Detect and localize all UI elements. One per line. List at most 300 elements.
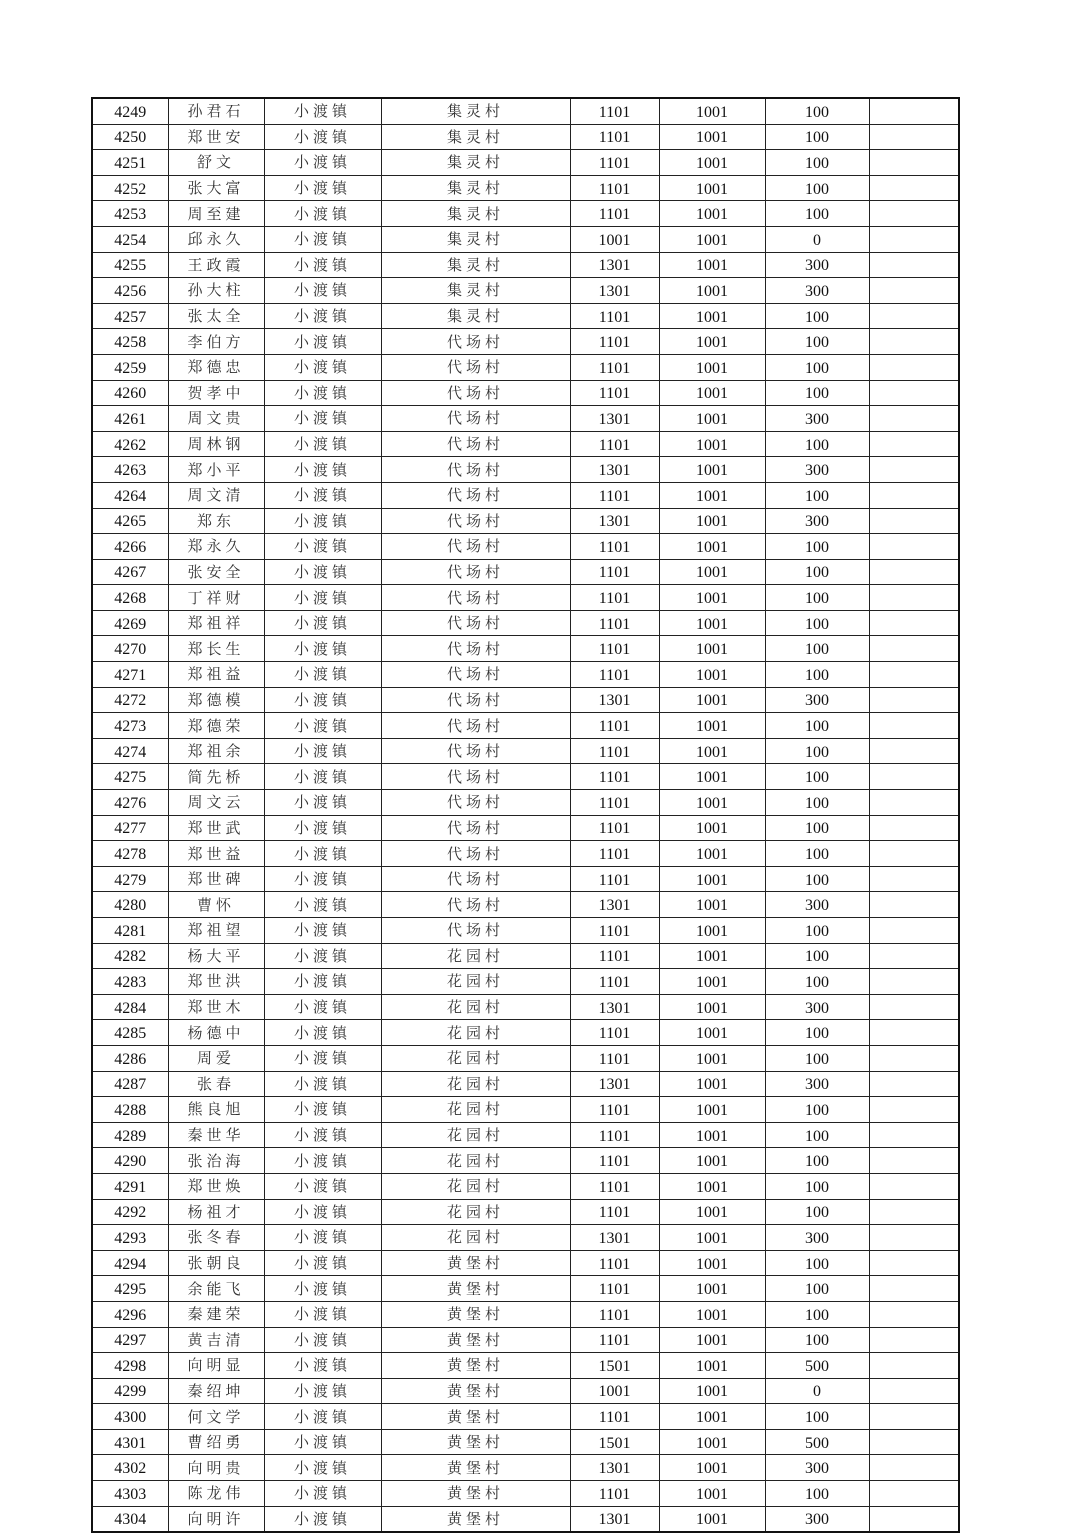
town-cell: 小渡镇 [264, 943, 381, 969]
table-row [92, 866, 959, 892]
serial-number-cell: 4280 [92, 892, 168, 918]
note-cell [869, 226, 959, 252]
code-b-cell: 1001 [659, 482, 765, 508]
amount-cell: 100 [765, 1481, 869, 1507]
person-name-cell: 郑祖祥 [168, 610, 264, 636]
code-a-cell: 1101 [570, 969, 659, 995]
village-cell: 代场村 [381, 713, 570, 739]
code-a-cell: 1301 [570, 1455, 659, 1481]
town-cell: 小渡镇 [264, 150, 381, 176]
code-b-cell: 1001 [659, 1250, 765, 1276]
serial-number-cell: 4250 [92, 124, 168, 150]
village-cell: 集灵村 [381, 252, 570, 278]
village-cell: 黄堡村 [381, 1481, 570, 1507]
village-cell: 花园村 [381, 1097, 570, 1123]
serial-number-cell: 4299 [92, 1378, 168, 1404]
code-b-cell: 1001 [659, 1173, 765, 1199]
town-cell: 小渡镇 [264, 1097, 381, 1123]
amount-cell: 300 [765, 994, 869, 1020]
code-a-cell: 1101 [570, 738, 659, 764]
serial-number-cell: 4304 [92, 1506, 168, 1532]
note-cell [869, 1097, 959, 1123]
village-cell: 代场村 [381, 815, 570, 841]
town-cell: 小渡镇 [264, 508, 381, 534]
town-cell: 小渡镇 [264, 918, 381, 944]
code-a-cell: 1001 [570, 226, 659, 252]
table-row [92, 918, 959, 944]
village-cell: 黄堡村 [381, 1276, 570, 1302]
town-cell: 小渡镇 [264, 380, 381, 406]
note-cell [869, 201, 959, 227]
table-row [92, 124, 959, 150]
code-b-cell: 1001 [659, 406, 765, 432]
amount-cell: 100 [765, 1148, 869, 1174]
town-cell: 小渡镇 [264, 559, 381, 585]
person-name-cell: 张太全 [168, 303, 264, 329]
person-name-cell: 舒文 [168, 150, 264, 176]
code-b-cell: 1001 [659, 1045, 765, 1071]
amount-cell: 100 [765, 201, 869, 227]
serial-number-cell: 4263 [92, 457, 168, 483]
town-cell: 小渡镇 [264, 1353, 381, 1379]
town-cell: 小渡镇 [264, 1327, 381, 1353]
person-name-cell: 张大富 [168, 175, 264, 201]
person-name-cell: 丁祥财 [168, 585, 264, 611]
person-name-cell: 郑世木 [168, 994, 264, 1020]
town-cell: 小渡镇 [264, 892, 381, 918]
table-row [92, 841, 959, 867]
code-a-cell: 1101 [570, 790, 659, 816]
code-a-cell: 1501 [570, 1353, 659, 1379]
village-cell: 集灵村 [381, 201, 570, 227]
serial-number-cell: 4281 [92, 918, 168, 944]
serial-number-cell: 4283 [92, 969, 168, 995]
village-cell: 代场村 [381, 892, 570, 918]
serial-number-cell: 4275 [92, 764, 168, 790]
serial-number-cell: 4258 [92, 329, 168, 355]
amount-cell: 100 [765, 150, 869, 176]
note-cell [869, 1020, 959, 1046]
amount-cell: 100 [765, 124, 869, 150]
village-cell: 代场村 [381, 790, 570, 816]
code-b-cell: 1001 [659, 610, 765, 636]
town-cell: 小渡镇 [264, 815, 381, 841]
town-cell: 小渡镇 [264, 534, 381, 560]
town-cell: 小渡镇 [264, 1506, 381, 1532]
person-name-cell: 秦世华 [168, 1122, 264, 1148]
code-b-cell: 1001 [659, 124, 765, 150]
code-b-cell: 1001 [659, 252, 765, 278]
note-cell [869, 994, 959, 1020]
code-a-cell: 1101 [570, 815, 659, 841]
table-row [92, 278, 959, 304]
town-cell: 小渡镇 [264, 303, 381, 329]
code-a-cell: 1101 [570, 943, 659, 969]
village-cell: 黄堡村 [381, 1429, 570, 1455]
amount-cell: 300 [765, 1506, 869, 1532]
table-row [92, 1429, 959, 1455]
village-cell: 代场村 [381, 354, 570, 380]
code-b-cell: 1001 [659, 380, 765, 406]
code-b-cell: 1001 [659, 175, 765, 201]
note-cell [869, 1071, 959, 1097]
code-a-cell: 1101 [570, 201, 659, 227]
code-a-cell: 1101 [570, 1020, 659, 1046]
table-row [92, 1122, 959, 1148]
code-b-cell: 1001 [659, 687, 765, 713]
town-cell: 小渡镇 [264, 1020, 381, 1046]
town-cell: 小渡镇 [264, 124, 381, 150]
village-cell: 代场村 [381, 610, 570, 636]
table-row [92, 1455, 959, 1481]
serial-number-cell: 4285 [92, 1020, 168, 1046]
table-row [92, 1225, 959, 1251]
code-a-cell: 1101 [570, 150, 659, 176]
village-cell: 黄堡村 [381, 1353, 570, 1379]
town-cell: 小渡镇 [264, 354, 381, 380]
table-row [92, 662, 959, 688]
serial-number-cell: 4291 [92, 1173, 168, 1199]
amount-cell: 300 [765, 508, 869, 534]
note-cell [869, 636, 959, 662]
village-cell: 花园村 [381, 943, 570, 969]
serial-number-cell: 4286 [92, 1045, 168, 1071]
table-row [92, 585, 959, 611]
code-b-cell: 1001 [659, 943, 765, 969]
note-cell [869, 150, 959, 176]
note-cell [869, 1301, 959, 1327]
town-cell: 小渡镇 [264, 1071, 381, 1097]
note-cell [869, 764, 959, 790]
table-row [92, 738, 959, 764]
code-a-cell: 1301 [570, 252, 659, 278]
table-row [92, 303, 959, 329]
village-cell: 代场村 [381, 406, 570, 432]
town-cell: 小渡镇 [264, 1148, 381, 1174]
table-row [92, 687, 959, 713]
person-name-cell: 杨大平 [168, 943, 264, 969]
amount-cell: 100 [765, 815, 869, 841]
code-b-cell: 1001 [659, 1481, 765, 1507]
note-cell [869, 1122, 959, 1148]
code-a-cell: 1101 [570, 124, 659, 150]
code-b-cell: 1001 [659, 969, 765, 995]
note-cell [869, 252, 959, 278]
amount-cell: 100 [765, 1045, 869, 1071]
code-b-cell: 1001 [659, 1199, 765, 1225]
code-a-cell: 1101 [570, 1045, 659, 1071]
code-b-cell: 1001 [659, 278, 765, 304]
town-cell: 小渡镇 [264, 226, 381, 252]
town-cell: 小渡镇 [264, 329, 381, 355]
note-cell [869, 1481, 959, 1507]
amount-cell: 100 [765, 380, 869, 406]
town-cell: 小渡镇 [264, 1045, 381, 1071]
village-cell: 代场村 [381, 559, 570, 585]
person-name-cell: 郑祖余 [168, 738, 264, 764]
note-cell [869, 380, 959, 406]
code-a-cell: 1501 [570, 1429, 659, 1455]
code-a-cell: 1101 [570, 713, 659, 739]
serial-number-cell: 4303 [92, 1481, 168, 1507]
amount-cell: 100 [765, 662, 869, 688]
note-cell [869, 1276, 959, 1302]
amount-cell: 100 [765, 354, 869, 380]
code-b-cell: 1001 [659, 994, 765, 1020]
person-name-cell: 郑德荣 [168, 713, 264, 739]
serial-number-cell: 4293 [92, 1225, 168, 1251]
person-name-cell: 杨德中 [168, 1020, 264, 1046]
amount-cell: 100 [765, 585, 869, 611]
amount-cell: 100 [765, 1199, 869, 1225]
serial-number-cell: 4298 [92, 1353, 168, 1379]
town-cell: 小渡镇 [264, 841, 381, 867]
town-cell: 小渡镇 [264, 252, 381, 278]
table-row [92, 482, 959, 508]
note-cell [869, 713, 959, 739]
code-a-cell: 1101 [570, 98, 659, 124]
code-b-cell: 1001 [659, 457, 765, 483]
code-b-cell: 1001 [659, 201, 765, 227]
town-cell: 小渡镇 [264, 1173, 381, 1199]
code-b-cell: 1001 [659, 431, 765, 457]
note-cell [869, 1455, 959, 1481]
table-row [92, 892, 959, 918]
code-a-cell: 1301 [570, 508, 659, 534]
note-cell [869, 1250, 959, 1276]
person-name-cell: 张冬春 [168, 1225, 264, 1251]
town-cell: 小渡镇 [264, 1404, 381, 1430]
town-cell: 小渡镇 [264, 713, 381, 739]
note-cell [869, 1225, 959, 1251]
code-b-cell: 1001 [659, 1071, 765, 1097]
code-b-cell: 1001 [659, 662, 765, 688]
village-cell: 花园村 [381, 1045, 570, 1071]
code-a-cell: 1101 [570, 1173, 659, 1199]
code-b-cell: 1001 [659, 892, 765, 918]
code-a-cell: 1101 [570, 1250, 659, 1276]
person-name-cell: 周文云 [168, 790, 264, 816]
amount-cell: 100 [765, 303, 869, 329]
town-cell: 小渡镇 [264, 482, 381, 508]
town-cell: 小渡镇 [264, 662, 381, 688]
serial-number-cell: 4278 [92, 841, 168, 867]
code-a-cell: 1101 [570, 303, 659, 329]
town-cell: 小渡镇 [264, 636, 381, 662]
code-b-cell: 1001 [659, 508, 765, 534]
village-cell: 代场村 [381, 380, 570, 406]
code-b-cell: 1001 [659, 1097, 765, 1123]
amount-cell: 100 [765, 610, 869, 636]
amount-cell: 100 [765, 790, 869, 816]
serial-number-cell: 4267 [92, 559, 168, 585]
village-cell: 集灵村 [381, 303, 570, 329]
code-a-cell: 1001 [570, 1378, 659, 1404]
town-cell: 小渡镇 [264, 406, 381, 432]
village-cell: 集灵村 [381, 150, 570, 176]
amount-cell: 100 [765, 431, 869, 457]
village-cell: 集灵村 [381, 124, 570, 150]
serial-number-cell: 4261 [92, 406, 168, 432]
code-b-cell: 1001 [659, 636, 765, 662]
table-row [92, 354, 959, 380]
table-row [92, 1020, 959, 1046]
amount-cell: 0 [765, 1378, 869, 1404]
serial-number-cell: 4257 [92, 303, 168, 329]
serial-number-cell: 4290 [92, 1148, 168, 1174]
serial-number-cell: 4265 [92, 508, 168, 534]
code-b-cell: 1001 [659, 303, 765, 329]
serial-number-cell: 4253 [92, 201, 168, 227]
person-name-cell: 杨祖才 [168, 1199, 264, 1225]
table-row [92, 610, 959, 636]
town-cell: 小渡镇 [264, 1250, 381, 1276]
town-cell: 小渡镇 [264, 175, 381, 201]
code-a-cell: 1101 [570, 918, 659, 944]
village-cell: 黄堡村 [381, 1327, 570, 1353]
code-a-cell: 1301 [570, 1071, 659, 1097]
note-cell [869, 815, 959, 841]
person-name-cell: 郑世武 [168, 815, 264, 841]
table-row [92, 380, 959, 406]
table-row [92, 1378, 959, 1404]
serial-number-cell: 4273 [92, 713, 168, 739]
code-a-cell: 1301 [570, 1225, 659, 1251]
note-cell [869, 482, 959, 508]
amount-cell: 100 [765, 98, 869, 124]
town-cell: 小渡镇 [264, 98, 381, 124]
note-cell [869, 457, 959, 483]
note-cell [869, 1404, 959, 1430]
serial-number-cell: 4256 [92, 278, 168, 304]
person-name-cell: 郑小平 [168, 457, 264, 483]
table-row [92, 559, 959, 585]
note-cell [869, 1378, 959, 1404]
serial-number-cell: 4252 [92, 175, 168, 201]
table-row [92, 994, 959, 1020]
note-cell [869, 278, 959, 304]
amount-cell: 100 [765, 1404, 869, 1430]
town-cell: 小渡镇 [264, 738, 381, 764]
code-a-cell: 1101 [570, 585, 659, 611]
note-cell [869, 98, 959, 124]
village-cell: 集灵村 [381, 278, 570, 304]
table-row [92, 534, 959, 560]
table-row [92, 815, 959, 841]
code-a-cell: 1301 [570, 278, 659, 304]
amount-cell: 100 [765, 636, 869, 662]
code-b-cell: 1001 [659, 1506, 765, 1532]
code-b-cell: 1001 [659, 354, 765, 380]
code-a-cell: 1301 [570, 687, 659, 713]
person-name-cell: 郑德模 [168, 687, 264, 713]
amount-cell: 500 [765, 1429, 869, 1455]
person-name-cell: 孙大柱 [168, 278, 264, 304]
amount-cell: 100 [765, 841, 869, 867]
person-name-cell: 贺孝中 [168, 380, 264, 406]
person-name-cell: 秦建荣 [168, 1301, 264, 1327]
code-b-cell: 1001 [659, 1429, 765, 1455]
code-a-cell: 1101 [570, 610, 659, 636]
note-cell [869, 534, 959, 560]
note-cell [869, 1353, 959, 1379]
amount-cell: 0 [765, 226, 869, 252]
amount-cell: 100 [765, 534, 869, 560]
person-name-cell: 张朝良 [168, 1250, 264, 1276]
code-a-cell: 1101 [570, 636, 659, 662]
village-cell: 代场村 [381, 866, 570, 892]
code-b-cell: 1001 [659, 1301, 765, 1327]
person-name-cell: 向明许 [168, 1506, 264, 1532]
note-cell [869, 406, 959, 432]
note-cell [869, 431, 959, 457]
village-cell: 代场村 [381, 764, 570, 790]
village-cell: 代场村 [381, 329, 570, 355]
town-cell: 小渡镇 [264, 1199, 381, 1225]
code-b-cell: 1001 [659, 1276, 765, 1302]
amount-cell: 300 [765, 406, 869, 432]
serial-number-cell: 4260 [92, 380, 168, 406]
serial-number-cell: 4264 [92, 482, 168, 508]
person-name-cell: 周文贵 [168, 406, 264, 432]
serial-number-cell: 4300 [92, 1404, 168, 1430]
code-a-cell: 1301 [570, 994, 659, 1020]
note-cell [869, 738, 959, 764]
code-b-cell: 1001 [659, 1122, 765, 1148]
note-cell [869, 943, 959, 969]
table-row [92, 175, 959, 201]
amount-cell: 100 [765, 1301, 869, 1327]
person-name-cell: 李伯方 [168, 329, 264, 355]
amount-cell: 300 [765, 1455, 869, 1481]
person-name-cell: 郑永久 [168, 534, 264, 560]
person-name-cell: 郑东 [168, 508, 264, 534]
serial-number-cell: 4284 [92, 994, 168, 1020]
code-b-cell: 1001 [659, 866, 765, 892]
village-cell: 集灵村 [381, 226, 570, 252]
serial-number-cell: 4249 [92, 98, 168, 124]
serial-number-cell: 4301 [92, 1429, 168, 1455]
amount-cell: 100 [765, 1250, 869, 1276]
village-cell: 黄堡村 [381, 1301, 570, 1327]
village-cell: 代场村 [381, 636, 570, 662]
table-row [92, 98, 959, 124]
person-name-cell: 周文清 [168, 482, 264, 508]
village-cell: 代场村 [381, 534, 570, 560]
serial-number-cell: 4279 [92, 866, 168, 892]
code-a-cell: 1101 [570, 559, 659, 585]
code-a-cell: 1101 [570, 841, 659, 867]
table-row [92, 1148, 959, 1174]
code-b-cell: 1001 [659, 1020, 765, 1046]
code-b-cell: 1001 [659, 98, 765, 124]
person-name-cell: 邱永久 [168, 226, 264, 252]
table-row [92, 406, 959, 432]
table-row [92, 790, 959, 816]
amount-cell: 100 [765, 1276, 869, 1302]
code-a-cell: 1101 [570, 866, 659, 892]
town-cell: 小渡镇 [264, 1225, 381, 1251]
village-cell: 代场村 [381, 585, 570, 611]
amount-cell: 100 [765, 764, 869, 790]
table-row [92, 252, 959, 278]
note-cell [869, 1148, 959, 1174]
amount-cell: 100 [765, 866, 869, 892]
person-name-cell: 孙君石 [168, 98, 264, 124]
amount-cell: 300 [765, 278, 869, 304]
village-cell: 代场村 [381, 457, 570, 483]
table-row [92, 1404, 959, 1430]
